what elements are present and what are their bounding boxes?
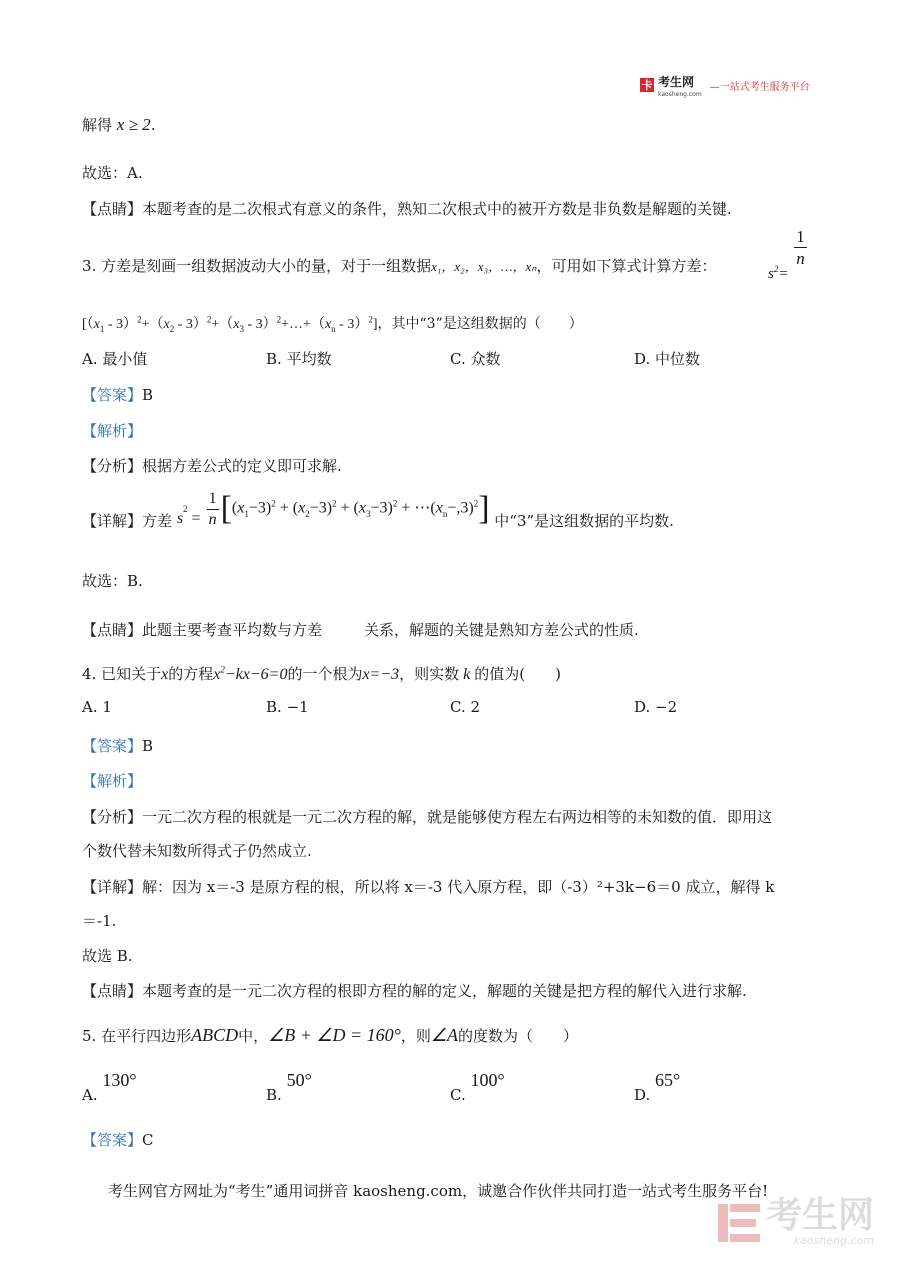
q3-fenxi-text: 根据方差公式的定义即可求解. xyxy=(142,457,342,475)
q4-stem xyxy=(82,663,561,684)
option-letter: C. xyxy=(450,698,466,716)
q3-answer xyxy=(82,384,153,405)
q4-detail-line1 xyxy=(82,876,774,897)
q3-option-a xyxy=(82,348,147,369)
option-letter: D. xyxy=(634,1086,651,1104)
logo-text: 考生网 xyxy=(658,75,695,89)
option-text: −1 xyxy=(286,698,309,716)
q3-fenxi xyxy=(82,455,342,476)
header-logo xyxy=(640,72,810,98)
q4-root: x=−3 xyxy=(362,666,400,683)
q4-detail-line2: ＝-1. xyxy=(82,912,117,930)
q4-stem-c: 的一个根为 xyxy=(287,665,363,683)
q4-var-x: x xyxy=(161,666,169,683)
q3-fenxi-label: 【分析】 xyxy=(82,457,143,475)
q5-stem-a: 在平行四边形 xyxy=(101,1027,192,1045)
slogan-text: 一站式考生服务平台 xyxy=(719,81,810,93)
q4-option-c xyxy=(450,698,480,716)
q3-comment-a: 此题主要考查平均数与方差 xyxy=(142,621,323,639)
option-letter: D. xyxy=(634,698,651,716)
q4-answer xyxy=(82,735,153,756)
q3-number: 3. xyxy=(82,257,97,275)
q5-option-b xyxy=(266,1070,312,1104)
option-letter: A. xyxy=(82,350,98,368)
q5-shape: ABCD xyxy=(191,1025,239,1045)
option-text: 中位数 xyxy=(655,350,701,368)
q4-stem-d: ，则实数 xyxy=(399,665,460,683)
q3-comment xyxy=(82,619,639,640)
q2-solve-line xyxy=(82,114,155,135)
option-text: 众数 xyxy=(470,350,501,368)
watermark-text: 考生网 xyxy=(766,1195,875,1236)
option-text: −2 xyxy=(655,698,678,716)
option-text: 50° xyxy=(286,1070,312,1090)
q3-option-c xyxy=(450,348,501,369)
q5-answer-value: C xyxy=(142,1131,154,1149)
q3-comment-b: 关系，解题的关键是熟知方差公式的性质. xyxy=(364,621,639,639)
option-text: 1 xyxy=(102,698,112,716)
q5-answer xyxy=(82,1129,154,1150)
q4-comment-text: 本题考查的是一元二次方程的根即方程的解的定义，解题的关键是把方程的解代入进行求解. xyxy=(142,982,747,1000)
q5-condition: ∠B + ∠D = 160° xyxy=(268,1025,401,1045)
q5-option-d xyxy=(634,1070,681,1104)
q3-choice: 故选：B. xyxy=(82,572,143,590)
q5-stem-b: 中， xyxy=(238,1027,269,1045)
q2-solve-suffix: . xyxy=(150,116,156,134)
q5-angle: ∠A xyxy=(430,1025,459,1045)
option-letter: B. xyxy=(266,698,282,716)
q2-solve-math: x ≥ 2 xyxy=(116,115,151,134)
option-letter: A. xyxy=(82,698,98,716)
q5-option-c xyxy=(450,1070,505,1104)
q2-choice: 故选：A. xyxy=(82,164,143,182)
option-text: 2 xyxy=(470,698,481,716)
q5-stem xyxy=(82,1025,578,1046)
option-letter: B. xyxy=(266,1086,282,1104)
q3-detail-formula: $s^2$ = $\frac{1}{n}$ [$(x_1-3)^2 + (x_2-3)^2 + (x_3-3)^2$ + $\cdots(x_n-,3)^2$] xyxy=(176,489,490,528)
q4-var-k: k xyxy=(459,666,475,683)
q3-detail-label: 【详解】 xyxy=(82,512,143,530)
q3-formula-head: $s^2=$ $\frac{1}{n}$ xyxy=(768,227,805,282)
q3-comment-label: 【点睛】 xyxy=(82,621,143,639)
option-text: 65° xyxy=(655,1070,681,1090)
watermark-text-block xyxy=(762,1195,875,1247)
logo-domain: kaosheng.com xyxy=(658,91,702,98)
q4-comment xyxy=(82,980,747,1001)
q5-answer-label: 【答案】 xyxy=(82,1131,143,1149)
q4-fenxi-label: 【分析】 xyxy=(82,808,143,826)
logo-wordmark xyxy=(658,72,702,98)
q4-detail-text1: 解：因为 x＝-3 是原方程的根，所以将 x＝-3 代入原方程，即（-3）²+3k−6＝0 成立，解得 k xyxy=(142,878,775,896)
q4-answer-label: 【答案】 xyxy=(82,737,143,755)
q3-stem-c: ，其中“3”是这组数据的（ ） xyxy=(377,316,583,332)
q5-stem-c: ，则 xyxy=(400,1027,431,1045)
q3-option-d xyxy=(634,348,700,369)
option-letter: D. xyxy=(634,350,651,368)
q4-option-b xyxy=(266,698,309,716)
q4-detail-label: 【详解】 xyxy=(82,878,143,896)
q4-fenxi-line1 xyxy=(82,806,772,827)
q5-option-a xyxy=(82,1070,137,1104)
q2-solve-prefix: 解得 xyxy=(82,116,113,134)
option-text: 最小值 xyxy=(102,350,148,368)
logo-slogan: —一站式考生服务平台 xyxy=(709,81,810,93)
option-text: 130° xyxy=(102,1070,137,1090)
q4-equation: $x^2-kx-6=0$ xyxy=(213,664,288,683)
q3-formula-body: [$(x_1 - 3)^2+(x_2 - 3)^2+(x_3$ - $3)^2+\dots+(x_n - 3)^2$] xyxy=(82,314,378,334)
q4-option-a xyxy=(82,698,112,716)
q4-stem-e: 的值为( ) xyxy=(474,665,561,683)
q4-number: 4. xyxy=(82,665,97,683)
q3-stem-line1 xyxy=(82,255,717,276)
q3-answer-value: B xyxy=(142,386,154,404)
q3-stem-line2 xyxy=(82,313,583,333)
q2-comment-label: 【点睛】 xyxy=(82,200,143,218)
option-text: 100° xyxy=(470,1070,505,1090)
q3-detail xyxy=(82,490,674,540)
watermark-url: kaosheng.com xyxy=(793,1234,875,1247)
q3-detail-a: 方差 xyxy=(142,512,173,530)
option-letter: C. xyxy=(450,350,466,368)
option-text: 平均数 xyxy=(286,350,332,368)
q4-comment-label: 【点睛】 xyxy=(82,982,143,1000)
q3-answer-label: 【答案】 xyxy=(82,386,143,404)
q4-fenxi-text1: 一元二次方程的根就是一元二次方程的解，就是能够使方程左右两边相等的未知数的值．即用这 xyxy=(142,808,773,826)
q5-number: 5. xyxy=(82,1027,97,1045)
option-letter: C. xyxy=(450,1086,466,1104)
q3-detail-b: 中“3”是这组数据的平均数. xyxy=(494,512,674,530)
q3-option-b xyxy=(266,348,332,369)
q2-comment-text: 本题考查的是二次根式有意义的条件，熟知二次根式中的被开方数是非负数是解题的关键. xyxy=(142,200,732,218)
q3-stem-b: ，可用如下算式计算方差： xyxy=(536,257,717,275)
logo-mark-icon: 卡 xyxy=(641,79,653,92)
q4-answer-value: B xyxy=(142,737,154,755)
option-letter: A. xyxy=(82,1086,98,1104)
q4-fenxi-line2: 个数代替未知数所得式子仍然成立. xyxy=(82,842,312,860)
watermark xyxy=(716,1195,875,1247)
q4-stem-b: 的方程 xyxy=(168,665,214,683)
q3-analysis-label: 【解析】 xyxy=(82,422,143,440)
q4-choice: 故选 B. xyxy=(82,947,133,965)
footer-text[interactable]: 考生网官方网址为“考生”通用词拼音 kaosheng.com，诚邀合作伙伴共同打造一站式考生服务平台! xyxy=(108,1182,769,1200)
q3-stem-vars: x₁，x₂，x₃，…，xₙ xyxy=(431,259,537,274)
q2-comment xyxy=(82,198,732,219)
q3-stem-a: 方差是刻画一组数据波动大小的量，对于一组数据 xyxy=(101,257,432,275)
q4-option-d xyxy=(634,698,677,716)
q5-stem-d: 的度数为（ ） xyxy=(458,1027,579,1045)
q4-stem-a: 已知关于 xyxy=(101,665,162,683)
q4-analysis-label: 【解析】 xyxy=(82,772,143,790)
watermark-logo-icon xyxy=(716,1200,762,1246)
option-letter: B. xyxy=(266,350,282,368)
